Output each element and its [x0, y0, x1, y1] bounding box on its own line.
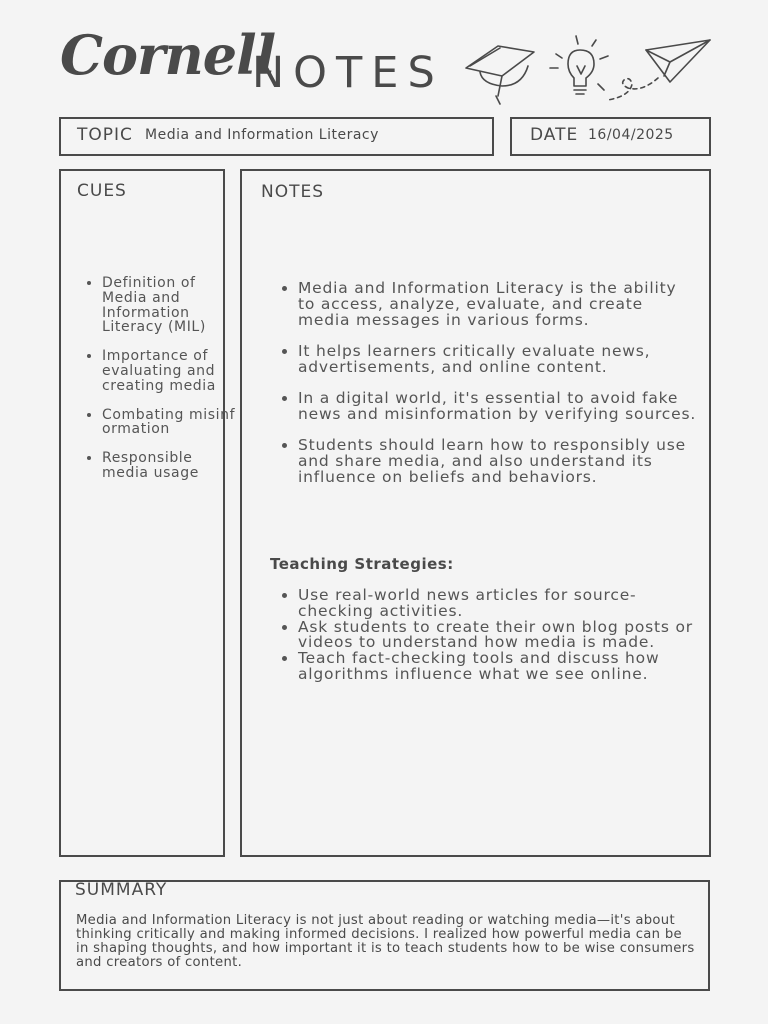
cues-list — [78, 276, 244, 495]
graduation-cap-icon — [466, 46, 534, 104]
list-item: • Responsible media usage — [102, 451, 244, 481]
summary-text: Media and Information Literacy is not just about reading or watching media—it's about thinking critically and making informed decisions. I realized how powerful media can be in shaping thoughts, and how important it is to teach students how to be wise consumers and creators of content. — [76, 913, 695, 970]
list-item: • Teach fact-checking tools and discuss how algorithms influence what we see online. — [298, 651, 698, 683]
strategies-heading: Teaching Strategies: — [270, 555, 454, 573]
cues-column — [59, 169, 225, 857]
topic-label: TOPIC — [77, 125, 133, 145]
notes-column — [240, 169, 711, 857]
lightbulb-icon — [550, 36, 608, 94]
cues-label: CUES — [77, 181, 127, 201]
list-item: • Definition of Media and Information Literacy (MIL) — [102, 276, 244, 335]
list-item: • In a digital world, it's essential to avoid fake news and misinformation by verifying sources. — [298, 391, 698, 423]
date-label: DATE — [530, 125, 579, 145]
list-item: • Use real-world news articles for source-checking activities. — [298, 588, 698, 620]
list-item: • Students should learn how to responsibly use and share media, and also understand its influence on beliefs and behaviors. — [298, 438, 698, 485]
list-item: • Media and Information Literacy is the ability to access, analyze, evaluate, and create media messages in various forms. — [298, 281, 698, 328]
list-item: • Ask students to create their own blog posts or videos to understand how media is made. — [298, 620, 698, 652]
list-item: • Importance of evaluating and creating media — [102, 349, 244, 393]
title-cornell: Cornell — [60, 23, 276, 87]
list-item: • Combating misinformation — [102, 408, 244, 438]
strategies-list — [274, 588, 698, 683]
paper-plane-icon — [608, 40, 710, 100]
title-notes: NOTES — [252, 48, 444, 98]
header-doodles — [458, 26, 718, 116]
list-item: • It helps learners critically evaluate news, advertisements, and online content. — [298, 344, 698, 376]
notes-list — [274, 281, 698, 501]
date-value: 16/04/2025 — [588, 127, 674, 143]
notes-label: NOTES — [261, 182, 325, 202]
summary-label: SUMMARY — [75, 880, 168, 900]
topic-value: Media and Information Literacy — [145, 127, 379, 143]
